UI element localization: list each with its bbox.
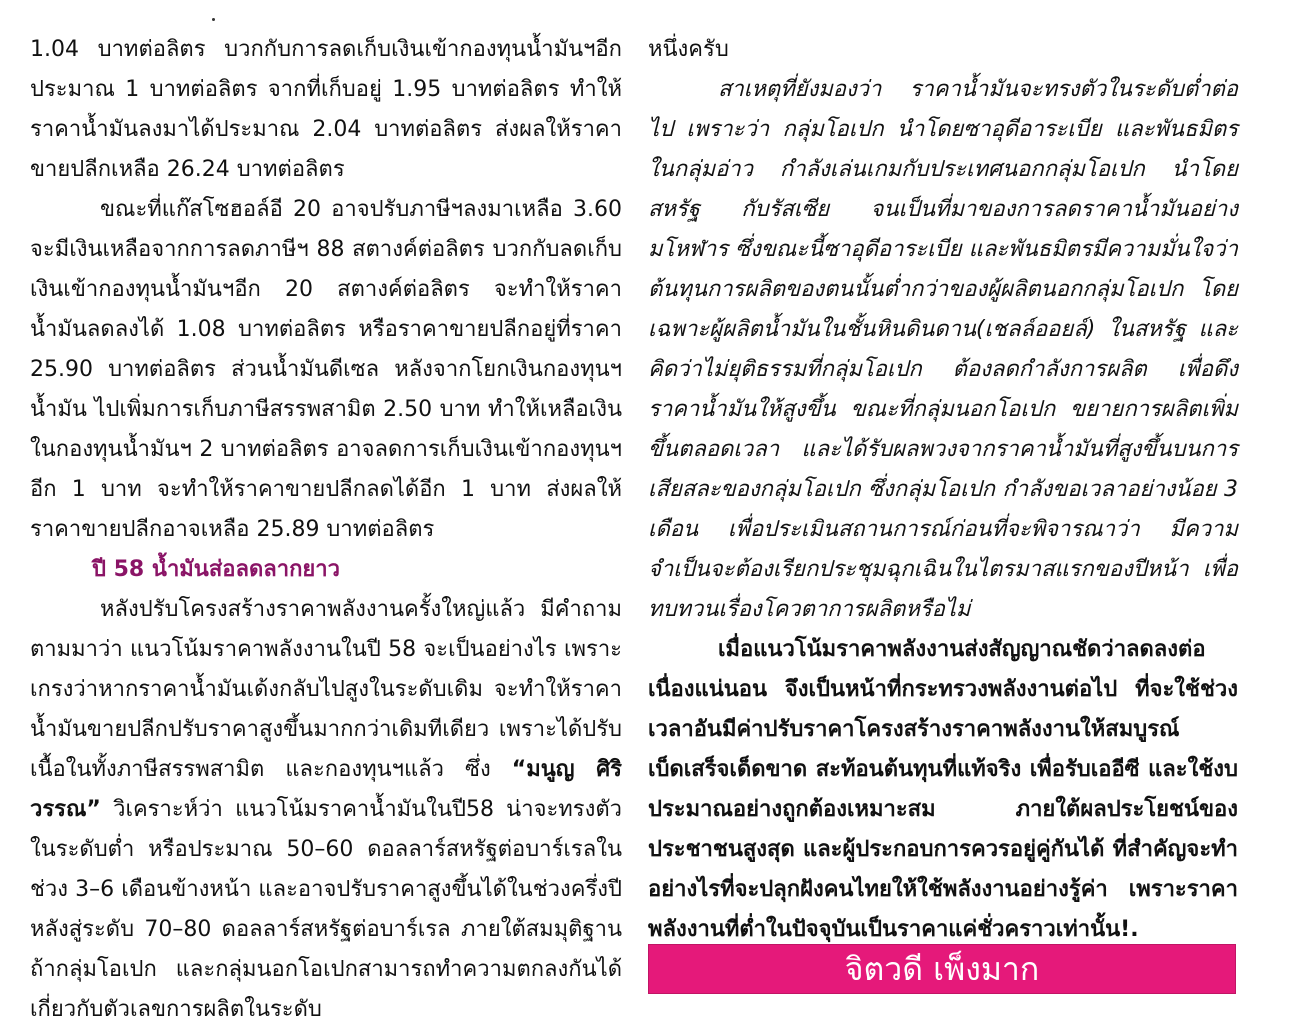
stray-print-mark xyxy=(212,18,215,21)
paragraph-continuation: หนึ่งครับ xyxy=(648,37,729,62)
paragraph-conclusion: เมื่อแนวโน้มราคาพลังงานส่งสัญญาณชัดว่าลดลงต่อเนื่องแน่นอน จึงเป็นหน้าที่กระทรวงพลังงานต่อไป ที่จะใช้ช่วงเวลาอันมีค่าปรับราคาโครงสร้างราคาพลังงานให้สมบูรณ์ เบ็ดเสร็จเด็ดขาด สะท้อนต้นทุนที่แท้จริง เพื่อรับเออีซี และใช้งบประมาณอย่างถูกต้องเหมาะสม ภายใต้ผลประโยชน์ของประชาชนสูงสุด และผู้ประกอบการควรอยู่คู่กันได้ ที่สำคัญจะทำอย่างไรที่จะปลุกฝังคนไทยให้ใช้พลังงานอย่างรู้ค่า เพราะราคาพลังงานที่ต่ำในปัจจุบันเป็นราคาแค่ชั่วคราวเท่านั้น!. xyxy=(648,637,1238,942)
analyst-name: “มนูญ ศิริวรรณ” xyxy=(30,757,623,822)
paragraph-price-reduction: 1.04 บาทต่อลิตร บวกกับการลดเก็บเงินเข้ากองทุนน้ำมันฯอีกประมาณ 1 บาทต่อลิตร จากที่เก็บอยู่ 1.95 บาทต่อลิตร ทำให้ราคาน้ำมันลงมาได้ประมาณ 2.04 บาทต่อลิตร ส่งผลให้ราคาขายปลีกเหลือ 26.24 บาทต่อลิตร xyxy=(30,37,622,182)
left-column xyxy=(30,30,622,1030)
paragraph-gasohol-e20: ขณะที่แก๊สโซฮอล์อี 20 อาจปรับภาษีฯลงมาเหลือ 3.60 จะมีเงินเหลือจากการลดภาษีฯ 88 สตางค์ต่อลิตร บวกกับลดเก็บเงินเข้ากองทุนน้ำมันฯอีก 20 สตางค์ต่อลิตร จะทำให้ราคาน้ำมันลดลงได้ 1.08 บาทต่อลิตร หรือราคาขายปลีกอยู่ที่ราคา 25.90 บาทต่อลิตร ส่วนน้ำมันดีเซล หลังจากโยกเงินกองทุนฯน้ำมัน ไปเพิ่มการเก็บภาษีสรรพสามิต 2.50 บาท ทำให้เหลือเงินในกองทุนน้ำมันฯ 2 บาทต่อลิตร อาจลดการเก็บเงินเข้ากองทุนฯอีก 1 บาท จะทำให้ราคาขายปลีกลดได้อีก 1 บาท ส่งผลให้ราคาขายปลีกอาจเหลือ 25.89 บาทต่อลิตร xyxy=(30,197,622,542)
author-byline-bar xyxy=(648,944,1236,994)
section-subheading: ปี 58 น้ำมันส่อลดลากยาว xyxy=(92,557,340,582)
author-name: จิตวดี เพ็งมาก xyxy=(844,950,1040,988)
paragraph-text-before-name: หลังปรับโครงสร้างราคาพลังงานครั้งใหญ่แล้ว มีคำถามตามมาว่า แนวโน้มราคาพลังงานในปี 58 จะเป็นอย่างไร เพราะเกรงว่าหากราคาน้ำมันเด้งกลับไปสูงในระดับเดิม จะทำให้ราคาน้ำมันขายปลีกปรับราคาสูงขึ้นมากกว่าเดิมทีเดียว เพราะได้ปรับเนื้อในทั้งภาษีสรรพสามิต และกองทุนฯแล้ว ซึ่ง xyxy=(30,597,622,782)
paragraph-opec-reason: สาเหตุที่ยังมองว่า ราคาน้ำมันจะทรงตัวในระดับต่ำต่อไป เพราะว่า กลุ่มโอเปก นำโดยซาอุดีอาระเบีย และพันธมิตรในกลุ่มอ่าว กำลังเล่นเกมกับประเทศนอกกลุ่มโอเปก นำโดยสหรัฐ กับรัสเซีย จนเป็นที่มาของการลดราคาน้ำมันอย่างมโหฬาร ซึ่งขณะนี้ซาอุดีอาระเบีย และพันธมิตรมีความมั่นใจว่า ต้นทุนการผลิตของตนนั้นต่ำกว่าของผู้ผลิตนอกกลุ่มโอเปก โดยเฉพาะผู้ผลิตน้ำมันในชั้นหินดินดาน(เชลล์ออยล์) ในสหรัฐ และคิดว่าไม่ยุติธรรมที่กลุ่มโอเปก ต้องลดกำลังการผลิต เพื่อดึงราคาน้ำมันให้สูงขึ้น ขณะที่กลุ่มนอกโอเปก ขยายการผลิตเพิ่มขึ้นตลอดเวลา และได้รับผลพวงจากราคาน้ำมันที่สูงขึ้นบนการเสียสละของกลุ่มโอเปก ซึ่งกลุ่มโอเปก กำลังขอเวลาอย่างน้อย 3 เดือน เพื่อประเมินสถานการณ์ก่อนที่จะพิจารณาว่า มีความจำเป็นจะต้องเรียกประชุมฉุกเฉินในไตรมาสแรกของปีหน้า เพื่อทบทวนเรื่องโควตาการผลิตหรือไม่ xyxy=(648,77,1238,622)
paragraph-price-outlook xyxy=(30,590,622,1030)
paragraph-text-after-name: วิเคราะห์ว่า แนวโน้มราคาน้ำมันในปี58 น่าจะทรงตัวในระดับต่ำ หรือประมาณ 50–60 ดอลลาร์สหรัฐต่อบาร์เรลในช่วง 3–6 เดือนข้างหน้า และอาจปรับราคาสูงขึ้นได้ในช่วงครึ่งปีหลังสู่ระดับ 70–80 ดอลลาร์สหรัฐต่อบาร์เรล ภายใต้สมมุติฐานถ้ากลุ่มโอเปก และกลุ่มนอกโอเปกสามารถทำความตกลงกันได้เกี่ยวกับตัวเลขการผลิตในระดับ xyxy=(30,797,622,1022)
right-column xyxy=(648,30,1238,950)
